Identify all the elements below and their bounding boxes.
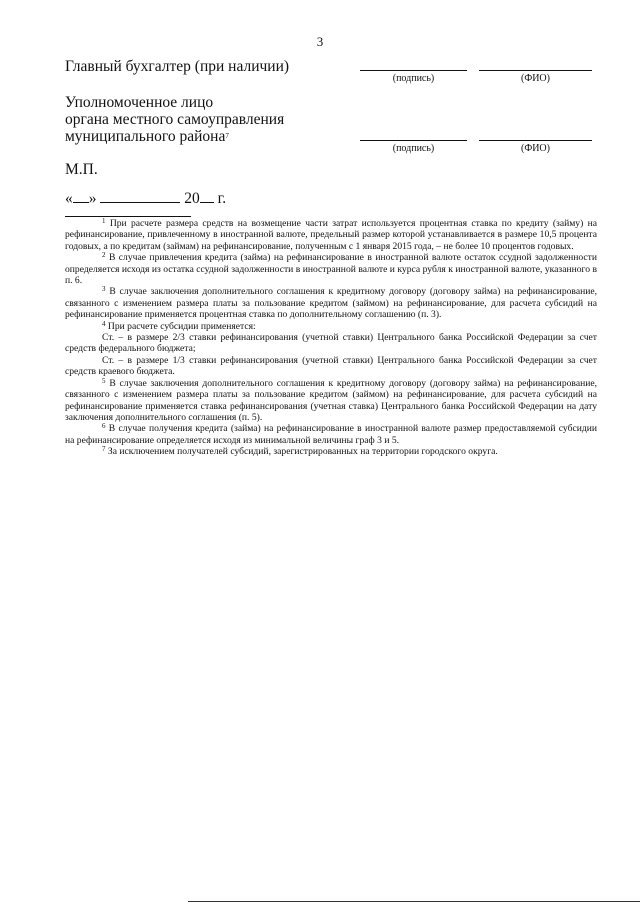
date-year-suffix: г. bbox=[217, 190, 227, 207]
footnote-text: Ст. – в размере 1/3 ставки рефинансирования (учетной ставки) Центрального банка Российской Федерации за счет средств краевого бюджета. bbox=[65, 354, 597, 378]
date-line bbox=[65, 188, 226, 208]
footnote-4-item-2 bbox=[65, 355, 597, 378]
footnote-mark: 4 bbox=[102, 319, 106, 328]
footnote-text: Ст. – в размере 2/3 ставки рефинансирования (учетной ставки) Центрального банка Российской Федерации за счет средств федерального бюджета; bbox=[65, 332, 597, 355]
chief-accountant-label: Главный бухгалтер (при наличии) bbox=[65, 58, 290, 75]
footnote-text: За исключением получателей субсидий, зарегистрированных на территории городского округа. bbox=[107, 446, 498, 458]
date-month-blank[interactable] bbox=[100, 188, 180, 203]
footnotes bbox=[65, 218, 597, 458]
date-close-quote: » bbox=[88, 190, 97, 207]
footnote-1 bbox=[65, 218, 597, 252]
footnote-5 bbox=[65, 378, 597, 424]
footnote-text: В случае получения кредита (займа) на рефинансирование в иностранной валюте размер предоставляемой субсидии на рефинансирование определяется исходя из минимальной величины граф 3 и 5. bbox=[65, 423, 597, 446]
footnote-4-item-1 bbox=[65, 332, 597, 355]
footnote-mark: 3 bbox=[102, 285, 106, 294]
footnote-7 bbox=[65, 446, 597, 457]
footnote-text: При расчете размера средств на возмещение части затрат используется процентная ставка по кредиту (займу) на рефинансирование, привлеченному в иностранной валюте, предельный размер которой устанавливается в размере 10,5 процента годовых, а по кредитам (займам) на рефинансирование, полученным с 1 января 2015 года, – не более 10 процентов годовых. bbox=[65, 218, 597, 252]
footnote-mark: 6 bbox=[102, 422, 106, 431]
authorized-person-line2: органа местного самоуправления bbox=[65, 111, 285, 128]
footnote-text: При расчете субсидии применяется: bbox=[107, 320, 256, 332]
authorized-person-label bbox=[65, 94, 284, 145]
authorized-person-signature-caption: (подпись) bbox=[392, 143, 435, 154]
date-day-blank[interactable] bbox=[73, 188, 89, 203]
footnote-text: В случае привлечения кредита (займа) на рефинансирование в иностранной валюте остаток ссудной задолженности определяется исходя из остатка ссудной задолженности в иностранной валюте и курса рубля к иностранной валюте, указанного в п. 6. bbox=[65, 252, 597, 287]
footnote-text: В случае заключения дополнительного соглашения к кредитному договору (договору займа) на рефинансирование, связанного с изменением размера платы за пользование кредитом (займом) на рефинансирование, для расчета субсидий на рефинансирование применяется ставка рефинансирования (учетная ставка) Центрального банка Российской Федерации на дату заключения дополнительного соглашения (п. 5). bbox=[65, 377, 597, 423]
chief-accountant-name-line[interactable] bbox=[479, 70, 592, 71]
authorized-person-signature-line[interactable] bbox=[360, 140, 467, 141]
footnote-2 bbox=[65, 252, 597, 286]
stamp-label: М.П. bbox=[65, 161, 98, 178]
page-number: 3 bbox=[316, 34, 324, 49]
authorized-person-line3-wrap bbox=[65, 128, 284, 145]
authorized-person-name-line[interactable] bbox=[479, 140, 592, 141]
footnote-mark: 7 bbox=[102, 445, 106, 454]
chief-accountant-signature-caption: (подпись) bbox=[392, 73, 435, 84]
footnote-3 bbox=[65, 286, 597, 320]
footnote-6 bbox=[65, 423, 597, 446]
date-open-quote: « bbox=[65, 190, 73, 207]
footnote-ref-7: 7 bbox=[225, 132, 229, 140]
authorized-person-name-caption: (ФИО) bbox=[520, 143, 550, 154]
chief-accountant-signature-line[interactable] bbox=[360, 70, 467, 71]
authorized-person-line3: муниципального района bbox=[65, 128, 226, 145]
authorized-person-line1: Уполномоченное лицо bbox=[65, 94, 214, 111]
footnote-mark: 2 bbox=[102, 251, 106, 260]
date-year-blank[interactable] bbox=[200, 188, 214, 203]
date-year-prefix: 20 bbox=[184, 190, 200, 207]
footnote-separator bbox=[65, 216, 191, 217]
footnote-mark: 1 bbox=[102, 217, 106, 225]
footnote-mark: 5 bbox=[102, 376, 106, 385]
footnote-text: В случае заключения дополнительного соглашения к кредитному договору (договору займа) на рефинансирование, связанного с изменением размера платы за пользование кредитом (займом) на рефинансирование, для расчета субсидий на рефинансирование применяется процентная ставка по дополнительному соглашению (п. 3). bbox=[65, 286, 597, 321]
page-bottom-border bbox=[188, 901, 640, 902]
chief-accountant-name-caption: (ФИО) bbox=[520, 73, 550, 84]
footnote-4 bbox=[65, 321, 597, 332]
